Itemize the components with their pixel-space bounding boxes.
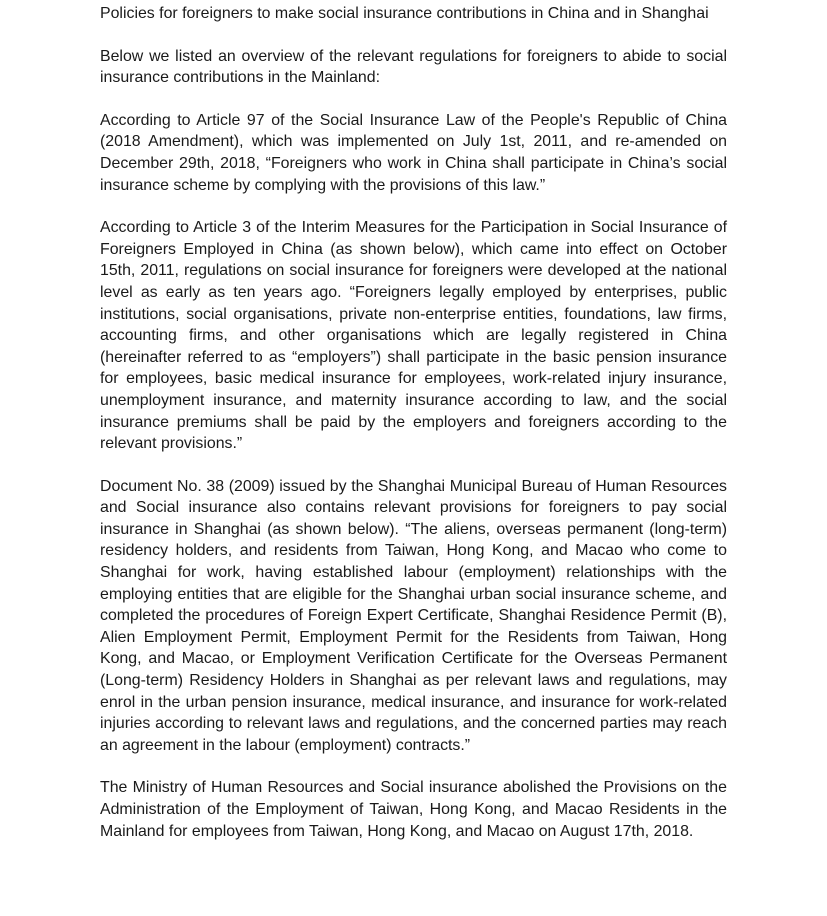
article-97-paragraph: According to Article 97 of the Social Insurance Law of the People's Republic of China (2018 Amendment), which was implemented on July 1st, 2011, and re-amended on December 29th, 2018, “Foreigners who work in China shall participate in China’s social insurance scheme by complying with the provisions of this law.” <box>100 111 727 194</box>
article-3-paragraph: According to Article 3 of the Interim Measures for the Participation in Social Insurance of Foreigners Employed in China (as shown below), which came into effect on October 15th, 2011, regulations on social insurance for foreigners were developed at the national level as early as ten years ago. “Foreigners legally employed by enterprises, public institutions, social organisations, private non-enterprise entities, foundations, law firms, accounting firms, and other organisations which are legally registered in China (hereinafter referred to as “employers”) shall participate in the basic pension insurance for employees, basic medical insurance for employees, work-related injury insurance, unemployment insurance, and maternity insurance according to law, and the social insurance premiums shall be paid by the employers and foreigners according to the relevant provisions.” <box>100 219 727 453</box>
document-heading: Policies for foreigners to make social insurance contributions in China and in Shanghai <box>100 5 709 22</box>
intro-paragraph: Below we listed an overview of the relevant regulations for foreigners to abide to social insurance contributions in the Mainland: <box>100 47 727 87</box>
document-page <box>100 3 727 842</box>
document-38-paragraph: Document No. 38 (2009) issued by the Shanghai Municipal Bureau of Human Resources and Social insurance also contains relevant provisions for foreigners to pay social insurance in Shanghai (as shown below). “The aliens, overseas permanent (long-term) residency holders, and residents from Taiwan, Hong Kong, and Macao who come to Shanghai for work, having established labour (employment) relationships with the employing entities that are eligible for the Shanghai urban social insurance scheme, and completed the procedures of Foreign Expert Certificate, Shanghai Residence Permit (B), Alien Employment Permit, Employment Permit for the Residents from Taiwan, Hong Kong, and Macao, or Employment Verification Certificate for the Overseas Permanent (Long-term) Residency Holders in Shanghai as per relevant laws and regulations, may enrol in the urban pension insurance, medical insurance, and insurance for work-related injuries according to relevant laws and regulations, and the concerned parties may reach an agreement in the labour (employment) contracts.” <box>100 477 727 754</box>
ministry-paragraph: The Ministry of Human Resources and Social insurance abolished the Provisions on the Administration of the Employment of Taiwan, Hong Kong, and Macao Residents in the Mainland for employees from Taiwan, Hong Kong, and Macao on August 17th, 2018. <box>100 779 727 840</box>
